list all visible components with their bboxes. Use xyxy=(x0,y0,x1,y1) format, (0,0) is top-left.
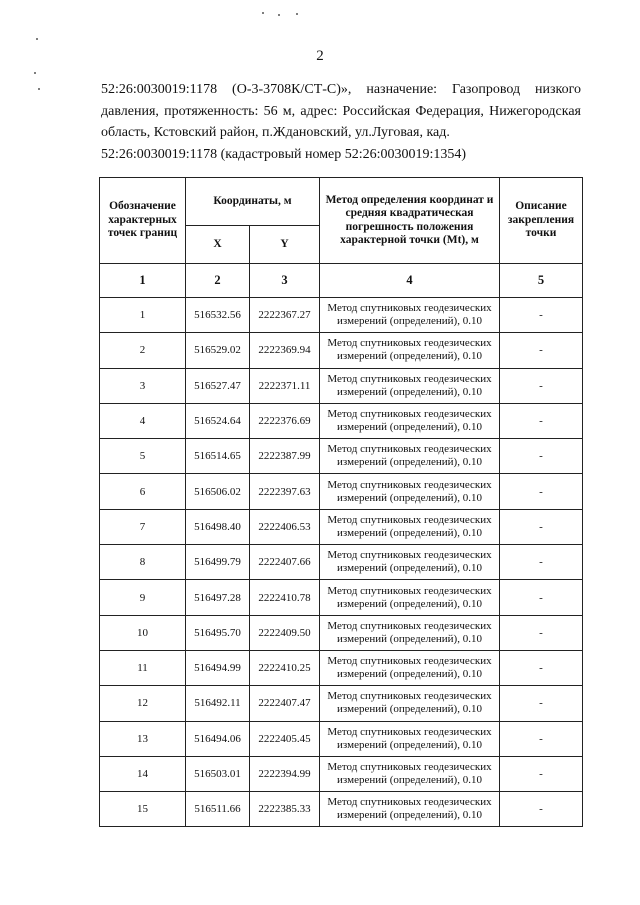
column-number: 1 xyxy=(100,264,186,298)
x-cell: 516514.65 xyxy=(186,439,250,474)
column-number: 3 xyxy=(250,264,320,298)
table-row xyxy=(100,333,583,368)
description-cell: - xyxy=(500,474,583,509)
table-row xyxy=(100,580,583,615)
method-cell: Метод спутниковых геодезических измерений (определений), 0.10 xyxy=(320,298,500,333)
description-cell: - xyxy=(500,439,583,474)
scan-speck xyxy=(296,13,298,15)
header-y: Y xyxy=(250,226,320,264)
table-row xyxy=(100,368,583,403)
point-cell: 8 xyxy=(100,545,186,580)
intro-paragraph xyxy=(101,79,581,165)
point-cell: 9 xyxy=(100,580,186,615)
method-cell: Метод спутниковых геодезических измерений (определений), 0.10 xyxy=(320,650,500,685)
x-cell: 516503.01 xyxy=(186,756,250,791)
scan-speck xyxy=(36,38,38,40)
point-cell: 5 xyxy=(100,439,186,474)
y-cell: 2222409.50 xyxy=(250,615,320,650)
header-x: X xyxy=(186,226,250,264)
x-cell: 516498.40 xyxy=(186,509,250,544)
point-cell: 4 xyxy=(100,403,186,438)
scan-speck xyxy=(38,88,40,90)
intro-text: 52:26:0030019:1178 (О-3-3708К/СТ-С)», назначение: Газопровод низкого давления, протяженность: 56 м, адрес: Российская Федерация, Нижегородская область, Кстовский район, п.Ждановский, ул.Луговая, кад. xyxy=(101,82,581,140)
method-cell: Метод спутниковых геодезических измерений (определений), 0.10 xyxy=(320,333,500,368)
point-cell: 14 xyxy=(100,756,186,791)
y-cell: 2222407.66 xyxy=(250,545,320,580)
method-cell: Метод спутниковых геодезических измерений (определений), 0.10 xyxy=(320,721,500,756)
scan-speck xyxy=(34,72,36,74)
column-number: 2 xyxy=(186,264,250,298)
method-cell: Метод спутниковых геодезических измерений (определений), 0.10 xyxy=(320,403,500,438)
method-cell: Метод спутниковых геодезических измерений (определений), 0.10 xyxy=(320,615,500,650)
point-cell: 1 xyxy=(100,298,186,333)
point-cell: 15 xyxy=(100,792,186,827)
description-cell: - xyxy=(500,650,583,685)
page-number: 2 xyxy=(316,48,324,64)
table-row xyxy=(100,756,583,791)
table-row xyxy=(100,545,583,580)
x-cell: 516499.79 xyxy=(186,545,250,580)
column-number: 5 xyxy=(500,264,583,298)
x-cell: 516529.02 xyxy=(186,333,250,368)
method-cell: Метод спутниковых геодезических измерений (определений), 0.10 xyxy=(320,756,500,791)
y-cell: 2222406.53 xyxy=(250,509,320,544)
table-row xyxy=(100,403,583,438)
table-row xyxy=(100,439,583,474)
description-cell: - xyxy=(500,721,583,756)
method-cell: Метод спутниковых геодезических измерений (определений), 0.10 xyxy=(320,439,500,474)
x-cell: 516492.11 xyxy=(186,686,250,721)
y-cell: 2222410.25 xyxy=(250,650,320,685)
scan-speck xyxy=(262,12,264,14)
point-cell: 7 xyxy=(100,509,186,544)
y-cell: 2222376.69 xyxy=(250,403,320,438)
point-cell: 13 xyxy=(100,721,186,756)
x-cell: 516495.70 xyxy=(186,615,250,650)
x-cell: 516497.28 xyxy=(186,580,250,615)
table-row xyxy=(100,474,583,509)
y-cell: 2222394.99 xyxy=(250,756,320,791)
table-row xyxy=(100,721,583,756)
column-number: 4 xyxy=(320,264,500,298)
description-cell: - xyxy=(500,368,583,403)
x-cell: 516527.47 xyxy=(186,368,250,403)
table-row xyxy=(100,650,583,685)
point-cell: 3 xyxy=(100,368,186,403)
table-row xyxy=(100,792,583,827)
description-cell: - xyxy=(500,792,583,827)
method-cell: Метод спутниковых геодезических измерений (определений), 0.10 xyxy=(320,368,500,403)
header-point: Обозначение характерных точек границ xyxy=(100,178,186,264)
y-cell: 2222369.94 xyxy=(250,333,320,368)
method-cell: Метод спутниковых геодезических измерений (определений), 0.10 xyxy=(320,792,500,827)
method-cell: Метод спутниковых геодезических измерений (определений), 0.10 xyxy=(320,509,500,544)
method-cell: Метод спутниковых геодезических измерений (определений), 0.10 xyxy=(320,686,500,721)
header-method: Метод определения координат и средняя квадратическая погрешность положения характерной точки (Mt), м xyxy=(320,178,500,264)
y-cell: 2222407.47 xyxy=(250,686,320,721)
table-row xyxy=(100,509,583,544)
description-cell: - xyxy=(500,298,583,333)
method-cell: Метод спутниковых геодезических измерений (определений), 0.10 xyxy=(320,580,500,615)
x-cell: 516511.66 xyxy=(186,792,250,827)
method-cell: Метод спутниковых геодезических измерений (определений), 0.10 xyxy=(320,474,500,509)
point-cell: 10 xyxy=(100,615,186,650)
x-cell: 516506.02 xyxy=(186,474,250,509)
coordinates-table xyxy=(99,177,583,827)
y-cell: 2222397.63 xyxy=(250,474,320,509)
description-cell: - xyxy=(500,333,583,368)
point-cell: 6 xyxy=(100,474,186,509)
description-cell: - xyxy=(500,580,583,615)
description-cell: - xyxy=(500,509,583,544)
table-row xyxy=(100,615,583,650)
y-cell: 2222385.33 xyxy=(250,792,320,827)
scan-speck xyxy=(278,14,280,16)
table-row xyxy=(100,298,583,333)
description-cell: - xyxy=(500,686,583,721)
description-cell: - xyxy=(500,403,583,438)
x-cell: 516494.06 xyxy=(186,721,250,756)
table-row xyxy=(100,686,583,721)
y-cell: 2222410.78 xyxy=(250,580,320,615)
point-cell: 12 xyxy=(100,686,186,721)
description-cell: - xyxy=(500,545,583,580)
y-cell: 2222367.27 xyxy=(250,298,320,333)
header-description: Описание закрепления точки xyxy=(500,178,583,264)
y-cell: 2222371.11 xyxy=(250,368,320,403)
point-cell: 11 xyxy=(100,650,186,685)
x-cell: 516532.56 xyxy=(186,298,250,333)
y-cell: 2222387.99 xyxy=(250,439,320,474)
x-cell: 516494.99 xyxy=(186,650,250,685)
method-cell: Метод спутниковых геодезических измерений (определений), 0.10 xyxy=(320,545,500,580)
point-cell: 2 xyxy=(100,333,186,368)
description-cell: - xyxy=(500,615,583,650)
x-cell: 516524.64 xyxy=(186,403,250,438)
description-cell: - xyxy=(500,756,583,791)
intro-text-cadastral: 52:26:0030019:1178 (кадастровый номер 52:26:0030019:1354) xyxy=(101,146,467,162)
header-coordinates: Координаты, м xyxy=(186,178,320,226)
y-cell: 2222405.45 xyxy=(250,721,320,756)
